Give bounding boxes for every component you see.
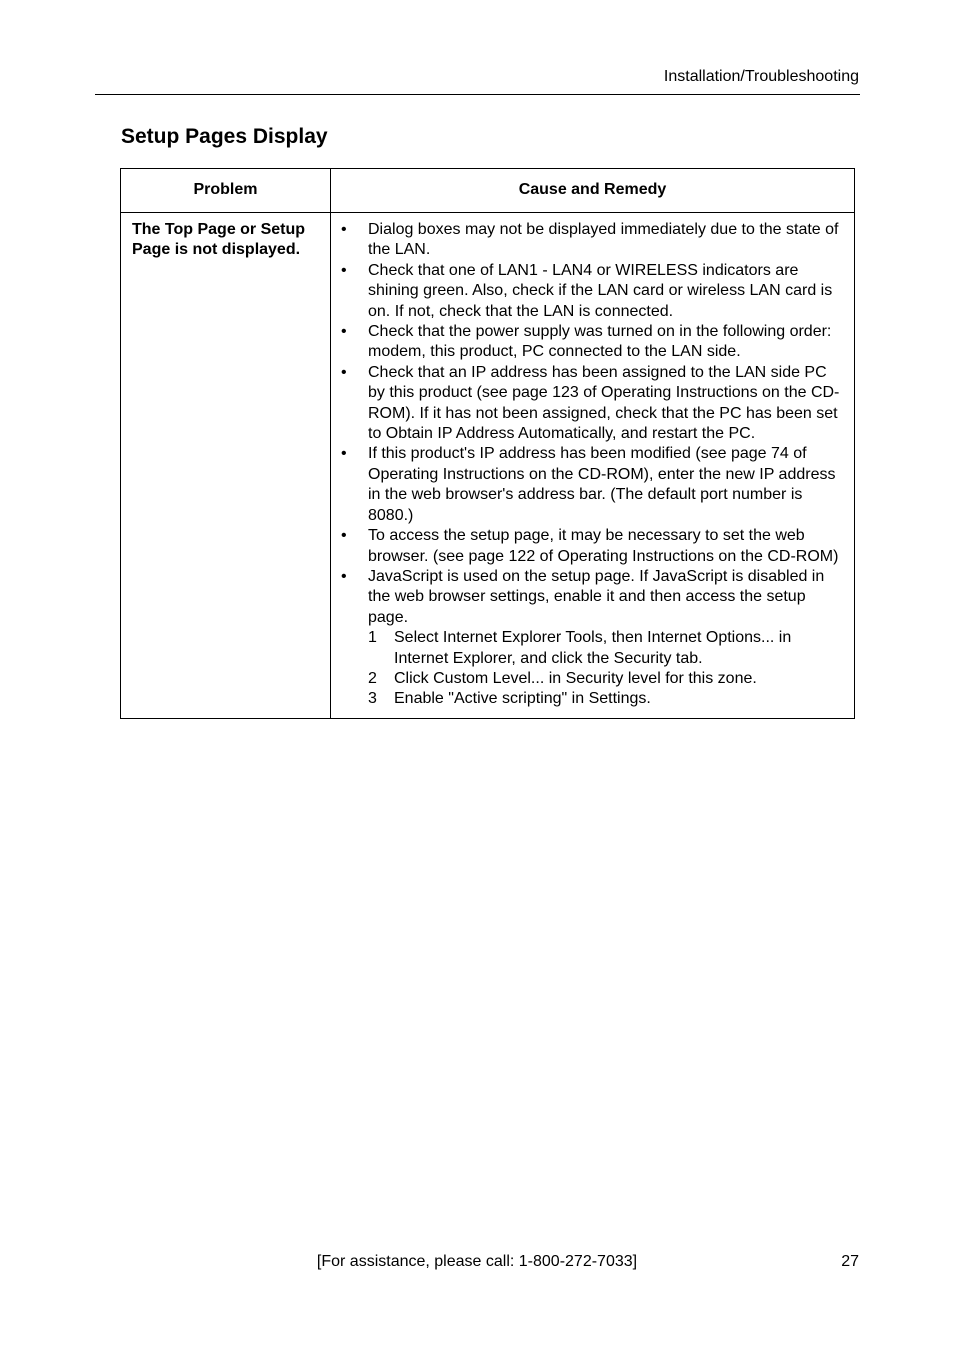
step-number: 2 (368, 669, 377, 687)
list-item (341, 322, 844, 363)
assistance-footer: [For assistance, please call: 1-800-272-7033] (316, 1253, 638, 1270)
remedy-text: Check that an IP address has been assigned to the LAN side PC by this product (see page 123 of Operating Instructions on the CD-ROM). If it has not been assigned, check that the PC has been set to Obtain IP Address Automatically, and restart the PC. (368, 363, 840, 443)
remedy-cell (331, 213, 855, 719)
step-item (368, 689, 844, 709)
list-item (341, 567, 844, 710)
list-item (341, 363, 844, 445)
remedy-text: Dialog boxes may not be displayed immediately due to the state of the LAN. (368, 221, 839, 259)
table-row (121, 213, 855, 719)
remedy-text: JavaScript is used on the setup page. If JavaScript is disabled in the web browser settings, enable it and then access the setup page. (368, 567, 825, 626)
list-item (341, 444, 844, 526)
header-section-title: Installation/Troubleshooting (663, 68, 859, 85)
bullet-icon: • (341, 363, 347, 381)
steps-list (368, 628, 844, 710)
step-text: Select Internet Explorer Tools, then Internet Options... in Internet Explorer, and click the Security tab. (394, 629, 792, 667)
bullet-icon: • (341, 221, 347, 238)
header-divider (95, 94, 860, 95)
bullet-icon: • (341, 445, 347, 463)
column-header-remedy: Cause and Remedy (331, 169, 855, 213)
remedy-text: If this product's IP address has been modified (see page 74 of Operating Instructions on the CD-ROM), enter the new IP address in the web browser's address bar. (The default port number is 8080.) (368, 445, 836, 524)
bullet-icon: • (341, 567, 347, 585)
remedy-text: Check that one of LAN1 - LAN4 or WIRELESS indicators are shining green. Also, check if the LAN card or wireless LAN card is on. If not, check that the LAN is connected. (368, 261, 833, 320)
remedy-text: Check that the power supply was turned on in the following order: modem, this product, PC connected to the LAN side. (368, 323, 832, 361)
list-item (341, 526, 844, 567)
bullet-icon: • (341, 261, 347, 279)
bullet-icon: • (341, 323, 347, 341)
step-number: 1 (368, 629, 377, 647)
step-text: Click Custom Level... in Security level for this zone. (394, 669, 757, 687)
list-item (341, 220, 844, 261)
problem-cell: The Top Page or Setup Page is not displayed. (121, 213, 331, 719)
table-header-row (121, 169, 855, 213)
step-item (368, 669, 844, 689)
step-item (368, 628, 844, 669)
bullet-icon: • (341, 527, 347, 545)
remedy-list (341, 220, 844, 710)
step-number: 3 (368, 690, 377, 708)
troubleshooting-table (120, 168, 855, 719)
remedy-text: To access the setup page, it may be necessary to set the web browser. (see page 122 of Operating Instructions on the CD-ROM) (368, 527, 839, 565)
step-text: Enable "Active scripting" in Settings. (394, 690, 651, 708)
page-number: 27 (841, 1253, 859, 1270)
column-header-problem: Problem (121, 169, 331, 213)
page-title: Setup Pages Display (121, 125, 328, 148)
list-item (341, 261, 844, 322)
